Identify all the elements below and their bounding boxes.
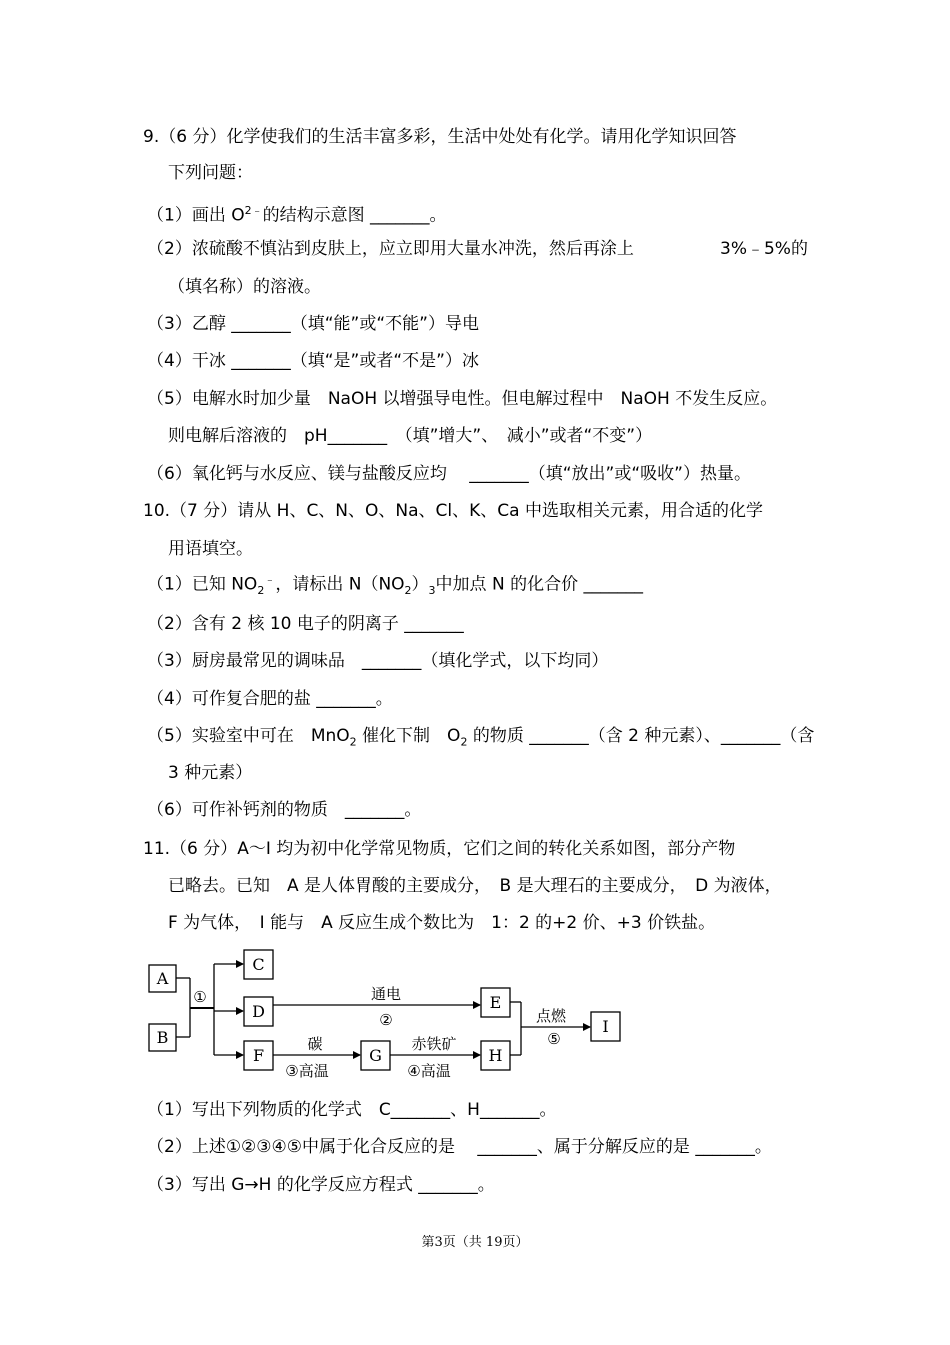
label-b: B [156, 1028, 169, 1047]
q11-heading: 11.（6 分）A～I 均为初中化学常见物质，它们之间的转化关系如图，部分产物 [143, 839, 736, 859]
q10-part5-b: 催化下制 O [356, 726, 461, 746]
q10-part6: （6）可作补钙剂的物质 _______。 [147, 800, 422, 820]
q9-part1-sup: 2﹣ [244, 204, 263, 217]
q10-part1-d: 中加点 N 的化合价 _______ [435, 574, 643, 595]
q10-part1-sup: ﹣ [264, 573, 276, 586]
q9-heading-cont: 下列问题： [168, 163, 253, 183]
q11-part3: （3）写出 G→H 的化学反应方程式 _______。 [147, 1175, 495, 1195]
q10-part1-sub3: 3 [428, 584, 436, 598]
q9-part2-cont: （填名称）的溶液。 [168, 277, 321, 297]
step-4: ④高温 [407, 1062, 451, 1080]
label-g: G [369, 1046, 382, 1065]
q10-part1-sub2: 2 [404, 584, 412, 598]
label-c: C [252, 955, 265, 974]
q10-heading: 10.（7 分）请从 H、C、N、O、Na、Cl、K、Ca 中选取相关元素，用合适的化学 [143, 501, 763, 521]
q10-part1-c: ） [411, 574, 429, 595]
q10-part1-a: （1）已知 NO [147, 574, 258, 595]
label-f: F [252, 1046, 265, 1065]
q9-part1-a: （1）画出 O [147, 205, 245, 226]
q11-part1: （1）写出下列物质的化学式 C_______、H_______。 [147, 1100, 557, 1120]
step-5: ⑤ [547, 1030, 561, 1048]
label-i: I [602, 1017, 609, 1036]
label-h: H [488, 1046, 503, 1065]
q10-part5 [147, 725, 814, 753]
label-d: D [252, 1002, 265, 1021]
q9-part6: （6）氧化钙与水反应、镁与盐酸反应均 _______（填“放出”或“吸收”）热量。 [147, 464, 751, 484]
q10-part5-a: （5）实验室中可在 MnO [147, 726, 350, 746]
cond-4: 赤铁矿 [411, 1035, 457, 1053]
q11-part2: （2）上述①②③④⑤中属于化合反应的是 _______、属于分解反应的是 _______。 [147, 1137, 772, 1157]
q10-part5-c: 的物质 _______（含 2 种元素）、_______（含 [467, 726, 815, 746]
q11-heading-cont2: F 为气体， I 能与 A 反应生成个数比为 1：2 的+2 价、+3 价铁盐。 [168, 913, 716, 933]
cond-2: 通电 [370, 985, 402, 1003]
q10-part1-b: ，请标出 N（NO [275, 574, 405, 595]
q10-part5-cont: 3 种元素） [168, 763, 253, 783]
cond-5: 点燃 [535, 1007, 567, 1025]
q10-part4: （4）可作复合肥的盐 _______。 [147, 689, 393, 709]
q10-part5-sub: 2 [349, 735, 357, 749]
q9-part2-tail: 3%﹣5%的 [720, 239, 808, 259]
q10-part5-sub2: 2 [460, 735, 468, 749]
step-3: ③高温 [285, 1062, 329, 1080]
q10-part3: （3）厨房最常见的调味品 _______（填化学式，以下均同） [147, 651, 609, 671]
label-e: E [489, 993, 502, 1012]
q11-heading-cont: 已略去。已知 A 是人体胃酸的主要成分， B 是大理石的主要成分， D 为液体， [168, 876, 782, 896]
cond-3: 碳 [307, 1035, 323, 1053]
q10-part2: （2）含有 2 核 10 电子的阴离子 _______ [147, 614, 464, 634]
q9-part4: （4）干冰 _______（填“是”或者“不是”）冰 [147, 351, 479, 371]
q10-heading-cont: 用语填空。 [168, 539, 253, 559]
q10-part1-sub: 2 [257, 584, 265, 598]
q9-part1-b: 的结构示意图 _______。 [262, 205, 447, 226]
reaction-flow-svg [143, 945, 627, 1083]
label-a: A [156, 969, 169, 988]
q9-part2: （2）浓硫酸不慎沾到皮肤上，应立即用大量水冲洗，然后再涂上 [147, 239, 634, 259]
q9-part3: （3）乙醇 _______（填“能”或“不能”）导电 [147, 314, 479, 334]
page-footer: 第3页（共 19页） [421, 1235, 529, 1250]
step-1: ① [193, 988, 207, 1006]
q9-heading: 9.（6 分）化学使我们的生活丰富多彩，生活中处处有化学。请用化学知识回答 [143, 127, 737, 147]
q10-part1 [147, 569, 643, 602]
reaction-flow-diagram [143, 945, 627, 1083]
q9-part5-cont: 则电解后溶液的 pH_______ （填”增大”、 减小”或者“不变”） [168, 426, 653, 446]
step-2: ② [379, 1011, 393, 1029]
q9-part5: （5）电解水时加少量 NaOH 以增强导电性。但电解过程中 NaOH 不发生反应。 [147, 389, 778, 409]
q9-part1 [147, 200, 447, 227]
